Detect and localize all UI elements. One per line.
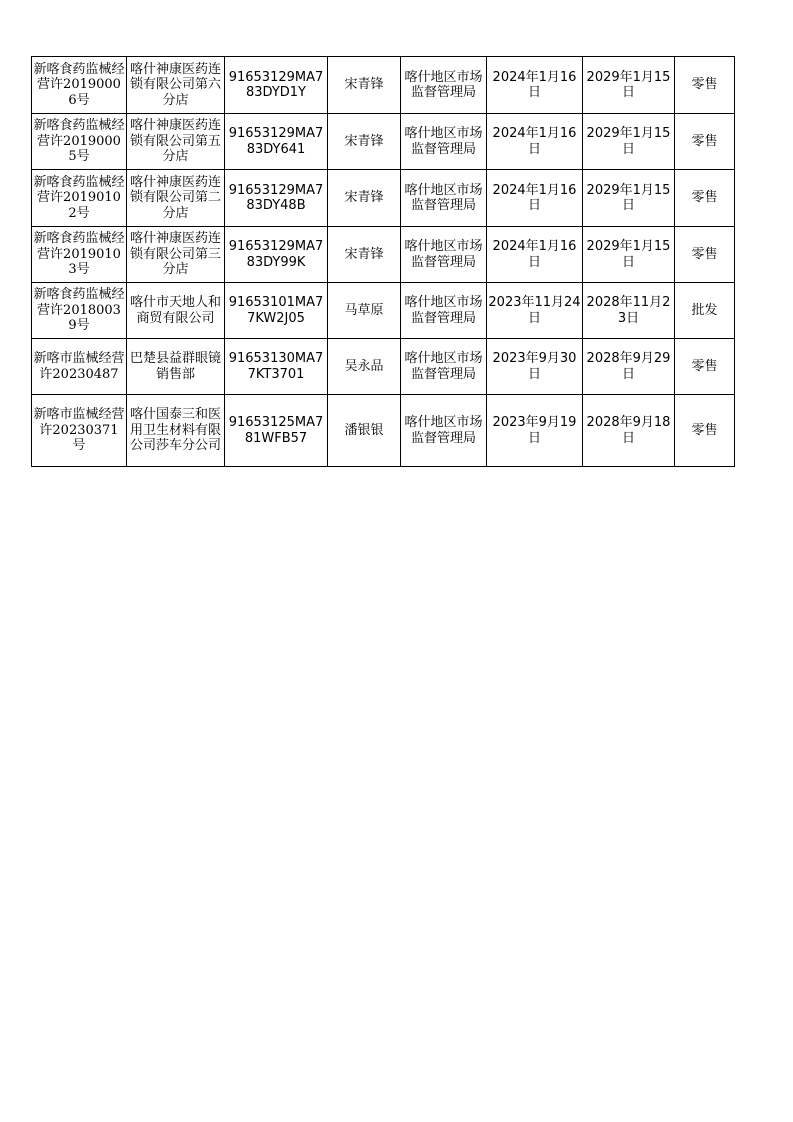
authority-cell: 喀什地区市场监督管理局 <box>401 114 487 170</box>
authority-cell: 喀什地区市场监督管理局 <box>401 395 487 467</box>
legal-person-cell: 吴永品 <box>328 339 401 395</box>
legal-person-cell: 潘银银 <box>328 395 401 467</box>
cert-number-cell: 新喀市监械经营许20230371号 <box>32 395 127 467</box>
expiry-date-cell: 2028年9月18日 <box>583 395 675 467</box>
expiry-date-cell: 2029年1月15日 <box>583 227 675 283</box>
table-row <box>32 395 735 467</box>
business-type-cell: 零售 <box>675 395 735 467</box>
company-name-cell: 巴楚县益群眼镜销售部 <box>127 339 225 395</box>
company-name-cell: 喀什神康医药连锁有限公司第五分店 <box>127 114 225 170</box>
legal-person-cell: 宋青锋 <box>328 227 401 283</box>
business-type-cell: 零售 <box>675 114 735 170</box>
cert-number-cell: 新喀食药监械经营许20190006号 <box>32 57 127 114</box>
issue-date-cell: 2024年1月16日 <box>487 114 583 170</box>
authority-cell: 喀什地区市场监督管理局 <box>401 283 487 339</box>
table-row <box>32 170 735 227</box>
issue-date-cell: 2023年11月24日 <box>487 283 583 339</box>
business-type-cell: 批发 <box>675 283 735 339</box>
license-table <box>31 56 735 467</box>
authority-cell: 喀什地区市场监督管理局 <box>401 339 487 395</box>
cert-number-cell: 新喀食药监械经营许20190102号 <box>32 170 127 227</box>
authority-cell: 喀什地区市场监督管理局 <box>401 57 487 114</box>
legal-person-cell: 马草原 <box>328 283 401 339</box>
cert-number-cell: 新喀食药监械经营许20190103号 <box>32 227 127 283</box>
issue-date-cell: 2024年1月16日 <box>487 57 583 114</box>
issue-date-cell: 2023年9月30日 <box>487 339 583 395</box>
issue-date-cell: 2024年1月16日 <box>487 170 583 227</box>
legal-person-cell: 宋青锋 <box>328 114 401 170</box>
credit-code-cell: 91653129MA783DYD1Y <box>225 57 328 114</box>
table-row <box>32 339 735 395</box>
cert-number-cell: 新喀市监械经营许20230487 <box>32 339 127 395</box>
cert-number-cell: 新喀食药监械经营许20190005号 <box>32 114 127 170</box>
business-type-cell: 零售 <box>675 339 735 395</box>
credit-code-cell: 91653130MA77KT3701 <box>225 339 328 395</box>
table-row <box>32 227 735 283</box>
credit-code-cell: 91653129MA783DY641 <box>225 114 328 170</box>
authority-cell: 喀什地区市场监督管理局 <box>401 170 487 227</box>
business-type-cell: 零售 <box>675 227 735 283</box>
table-row <box>32 114 735 170</box>
table-row <box>32 57 735 114</box>
business-type-cell: 零售 <box>675 170 735 227</box>
expiry-date-cell: 2029年1月15日 <box>583 170 675 227</box>
company-name-cell: 喀什市天地人和商贸有限公司 <box>127 283 225 339</box>
issue-date-cell: 2023年9月19日 <box>487 395 583 467</box>
expiry-date-cell: 2029年1月15日 <box>583 57 675 114</box>
table-row <box>32 283 735 339</box>
legal-person-cell: 宋青锋 <box>328 170 401 227</box>
expiry-date-cell: 2029年1月15日 <box>583 114 675 170</box>
company-name-cell: 喀什神康医药连锁有限公司第二分店 <box>127 170 225 227</box>
company-name-cell: 喀什国泰三和医用卫生材料有限公司莎车分公司 <box>127 395 225 467</box>
expiry-date-cell: 2028年11月23日 <box>583 283 675 339</box>
company-name-cell: 喀什神康医药连锁有限公司第六分店 <box>127 57 225 114</box>
issue-date-cell: 2024年1月16日 <box>487 227 583 283</box>
credit-code-cell: 91653129MA783DY99K <box>225 227 328 283</box>
expiry-date-cell: 2028年9月29日 <box>583 339 675 395</box>
company-name-cell: 喀什神康医药连锁有限公司第三分店 <box>127 227 225 283</box>
credit-code-cell: 91653101MA77KW2J05 <box>225 283 328 339</box>
credit-code-cell: 91653125MA781WFB57 <box>225 395 328 467</box>
business-type-cell: 零售 <box>675 57 735 114</box>
authority-cell: 喀什地区市场监督管理局 <box>401 227 487 283</box>
legal-person-cell: 宋青锋 <box>328 57 401 114</box>
cert-number-cell: 新喀食药监械经营许20180039号 <box>32 283 127 339</box>
credit-code-cell: 91653129MA783DY48B <box>225 170 328 227</box>
